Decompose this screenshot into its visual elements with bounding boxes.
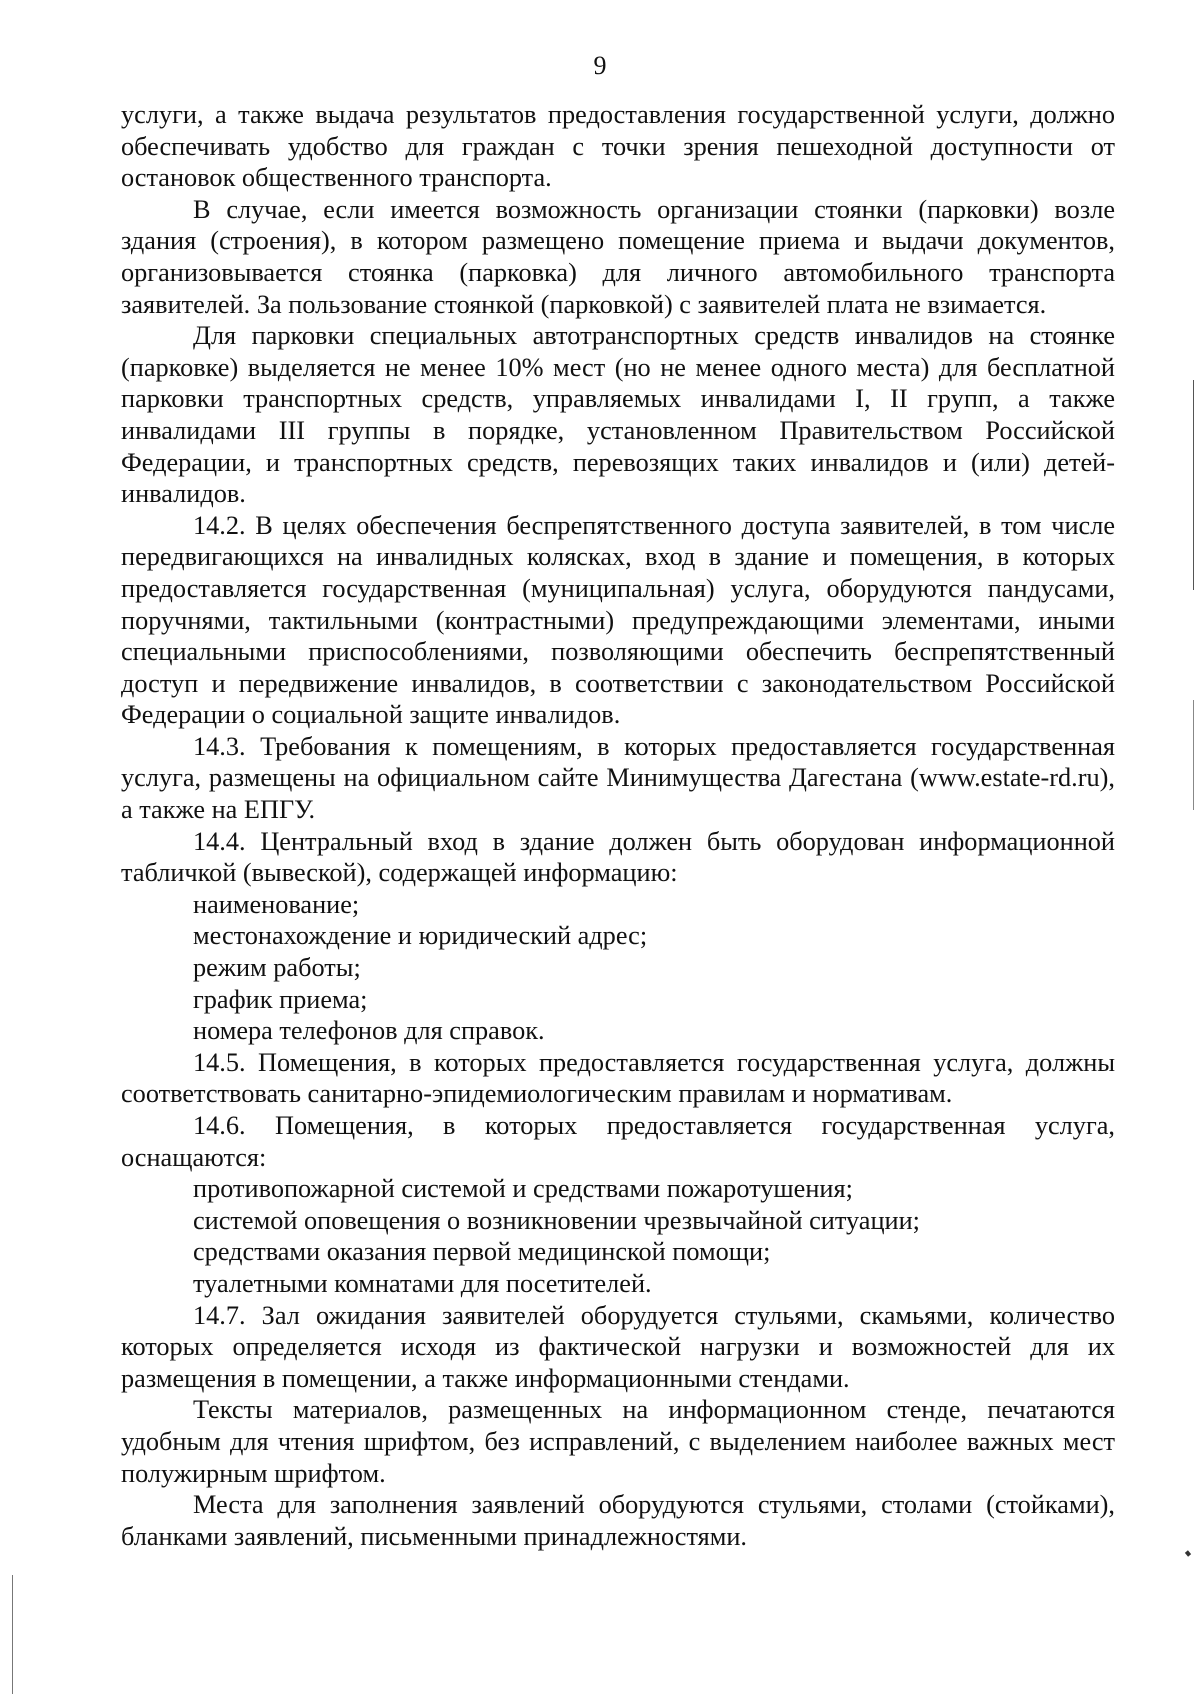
scan-edge-mark [1193,380,1194,590]
list-item: наименование; [193,889,360,919]
paragraph-14-5: 14.5. Помещения, в которых предоставляется государственная услуга, должны соответствовать санитарно-эпидемиологическим правилам и нормативам. [121,1047,1115,1109]
list-item: местонахождение и юридический адрес; [193,921,648,951]
scan-edge-mark [12,1575,13,1694]
list-item: средствами оказания первой медицинской помощи; [193,1237,771,1267]
paragraph-parking: В случае, если имеется возможность организации стоянки (парковки) возле здания (строения), в котором размещено помещение приема и выдачи документов, организовывается стоянка (парковка) для личного автомобильного транспорта заявителей. За пользование стоянкой (парковкой) с заявителей плата не взимается. [121,194,1115,319]
paragraph-disabled-parking: Для парковки специальных автотранспортных средств инвалидов на стоянке (парковке) выделяется не менее 10% мест (но не менее одного места) для бесплатной парковки транспортных средств, управляемых инвалидами I, II групп, а также инвалидами III группы в порядке, установленном Правительством Российской Федерации, и транспортных средств, перевозящих таких инвалидов и (или) детей-инвалидов. [121,321,1115,509]
paragraph-14-7: 14.7. Зал ожидания заявителей оборудуется стульями, скамьями, количество которых определяется исходя из фактической нагрузки и возможностей для их размещения в помещении, а также информационными стендами. [121,1300,1115,1393]
list-item: системой оповещения о возникновении чрезвычайной ситуации; [193,1205,920,1235]
list-item: режим работы; [193,953,361,983]
list-item: номера телефонов для справок. [193,1016,545,1046]
paragraph-14-6: 14.6. Помещения, в которых предоставляется государственная услуга, оснащаются: [121,1111,1115,1172]
paragraph-14-4: 14.4. Центральный вход в здание должен быть оборудован информационной табличкой (вывеской), содержащей информацию: [121,826,1115,888]
page-number: 9 [593,51,607,80]
paragraph-continuation: услуги, а также выдача результатов предоставления государственной услуги, должно обеспечивать удобство для граждан с точки зрения пешеходной доступности от остановок общественного транспорта. [121,100,1115,193]
list-item: туалетными комнатами для посетителей. [193,1268,652,1298]
document-body [121,99,1115,1552]
list-item: график приема; [193,984,368,1014]
scan-edge-mark [1193,700,1194,810]
paragraph-14-3: 14.3. Требования к помещениям, в которых предоставляется государственная услуга, размещены на официальном сайте Минимущества Дагестана (www.estate-rd.ru), а также на ЕПГУ. [121,731,1115,825]
paragraph-14-2: 14.2. В целях обеспечения беспрепятственного доступа заявителей, в том числе передвигающихся на инвалидных колясках, вход в здание и помещения, в которых предоставляется государственная (муниципальная) услуга, оборудуются пандусами, поручнями, тактильными (контрастными) предупреждающими элементами, иными специальными приспособлениями, позволяющими обеспечить беспрепятственный доступ и передвижение инвалидов, в соответствии с законодательством Российской Федерации о социальной защите инвалидов. [121,510,1115,730]
paragraph-stand-texts: Тексты материалов, размещенных на информационном стенде, печатаются удобным для чтения шрифтом, без исправлений, с выделением наиболее важных мест полужирным шрифтом. [121,1395,1115,1488]
list-item: противопожарной системой и средствами пожаротушения; [193,1174,853,1204]
paragraph-filling-places: Места для заполнения заявлений оборудуются стульями, столами (стойками), бланками заявлений, письменными принадлежностями. [121,1490,1115,1551]
scan-edge-mark [1185,1550,1191,1556]
